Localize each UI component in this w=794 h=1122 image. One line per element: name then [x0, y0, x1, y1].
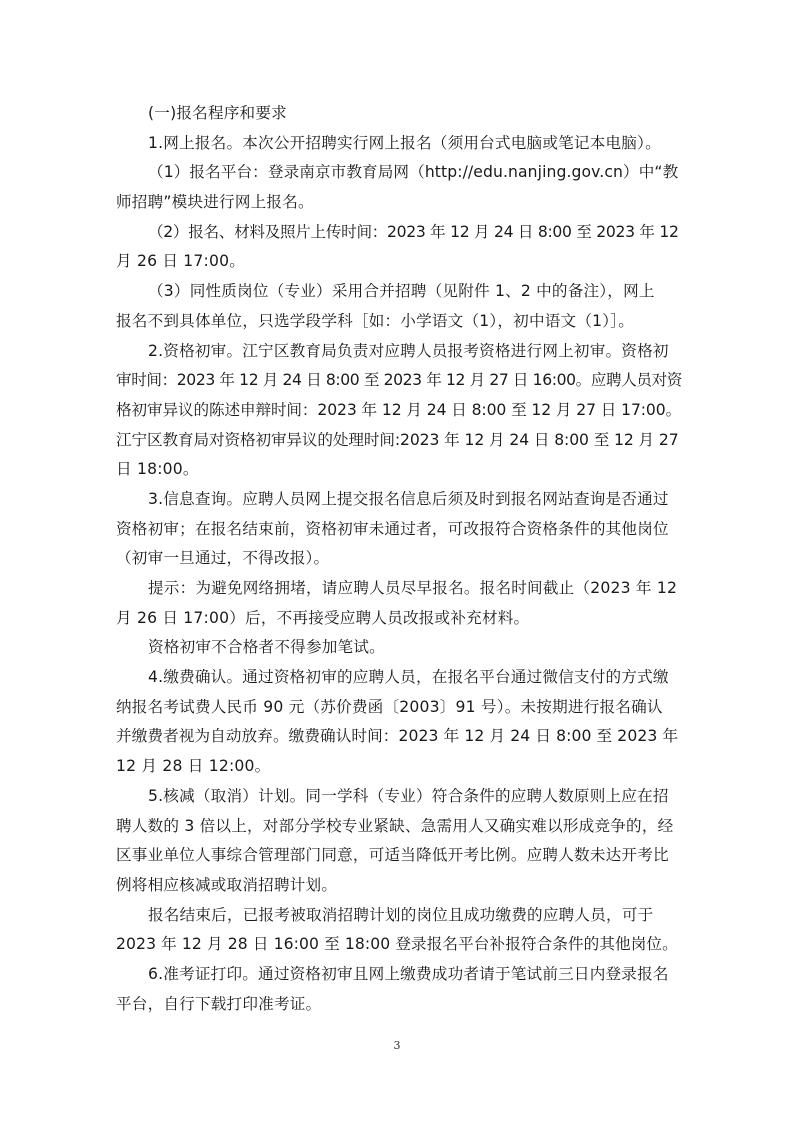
text-line: 提示：为避免网络拥堵，请应聘人员尽早报名。报名时间截止（2023 年 12 — [148, 579, 678, 597]
text-line: （初审一旦通过，不得改报）。 — [116, 549, 330, 568]
text-line: 格初审异议的陈述申辩时间：2023 年 12 月 24 日 8:00 至 12 月 27 日 17:00。 — [116, 400, 682, 419]
text-line: （2）报名、材料及照片上传时间：2023 年 12 月 24 日 8:00 至 2023 年 12 — [148, 222, 679, 241]
text-line: 审时间：2023 年 12 月 24 日 8:00 至 2023 年 12 月 27 日 16:00。应聘人员对资 — [116, 371, 682, 390]
text-line: 江宁区教育局对资格初审异议的处理时间:2023 年 12 月 24 日 8:00 至 12 月 27 — [116, 430, 679, 449]
text-line: 4.缴费确认。通过资格初审的应聘人员，在报名平台通过微信支付的方式缴 — [148, 668, 669, 687]
text-line: 师招聘”模块进行网上报名。 — [116, 193, 314, 212]
text-line: 5.核减（取消）计划。同一学科（专业）符合条件的应聘人数原则上应在招 — [148, 786, 669, 805]
text-line: 报名不到具体单位，只选学段学科［如：小学语文（1），初中语文（1）］。 — [116, 311, 635, 330]
text-line: 2.资格初审。江宁区教育局负责对应聘人员报考资格进行网上初审。资格初 — [148, 341, 669, 360]
text-line: 并缴费者视为自动放弃。缴费确认时间：2023 年 12 月 24 日 8:00 至 2023 年 — [116, 727, 679, 746]
text-line: 2023 年 12 月 28 日 16:00 至 18:00 登录报名平台补报符合条件的其他岗位。 — [116, 935, 678, 954]
text-line: （1）报名平台：登录南京市教育局网（http://edu.nanjing.gov.cn）中“教 — [148, 163, 679, 182]
text-line: 6.准考证打印。通过资格初审且网上缴费成功者请于笔试前三日内登录报名 — [148, 964, 669, 983]
text-line: 纳报名考试费人民币 90 元（苏价费函〔2003〕91 号）。未按期进行报名确认 — [116, 697, 663, 716]
text-line: 12 月 28 日 12:00。 — [116, 757, 271, 776]
page-number: 3 — [393, 1039, 401, 1052]
text-line: 资格初审不合格者不得参加笔试。 — [148, 638, 385, 657]
text-line: 聘人数的 3 倍以上，对部分学校专业紧缺、急需用人又确实难以形成竞争的，经 — [116, 816, 674, 835]
text-line: （3）同性质岗位（专业）采用合并招聘（见附件 1、2 中的备注），网上 — [148, 282, 655, 301]
text-line: (一)报名程序和要求 — [148, 104, 287, 122]
text-line: 月 26 日 17:00。 — [116, 252, 246, 271]
text-line: 资格初审；在报名结束前，资格初审未通过者，可改报符合资格条件的其他岗位 — [116, 519, 669, 538]
text-line: 区事业单位人事综合管理部门同意，可适当降低开考比例。应聘人数未达开考比 — [116, 846, 669, 865]
text-line: 月 26 日 17:00）后，不再接受应聘人员改报或补充材料。 — [116, 608, 530, 627]
text-line: 1.网上报名。本次公开招聘实行网上报名（须用台式电脑或笔记本电脑）。 — [148, 133, 661, 152]
document-body — [116, 99, 682, 1019]
text-line: 报名结束后，已报考被取消招聘计划的岗位且成功缴费的应聘人员，可于 — [148, 905, 654, 924]
text-line: 例将相应核减或取消招聘计划。 — [116, 875, 338, 894]
text-line: 日 18:00。 — [116, 460, 199, 479]
text-line: 3.信息查询。应聘人员网上提交报名信息后须及时到报名网站查询是否通过 — [148, 489, 669, 508]
text-line: 平台，自行下载打印准考证。 — [116, 994, 322, 1013]
